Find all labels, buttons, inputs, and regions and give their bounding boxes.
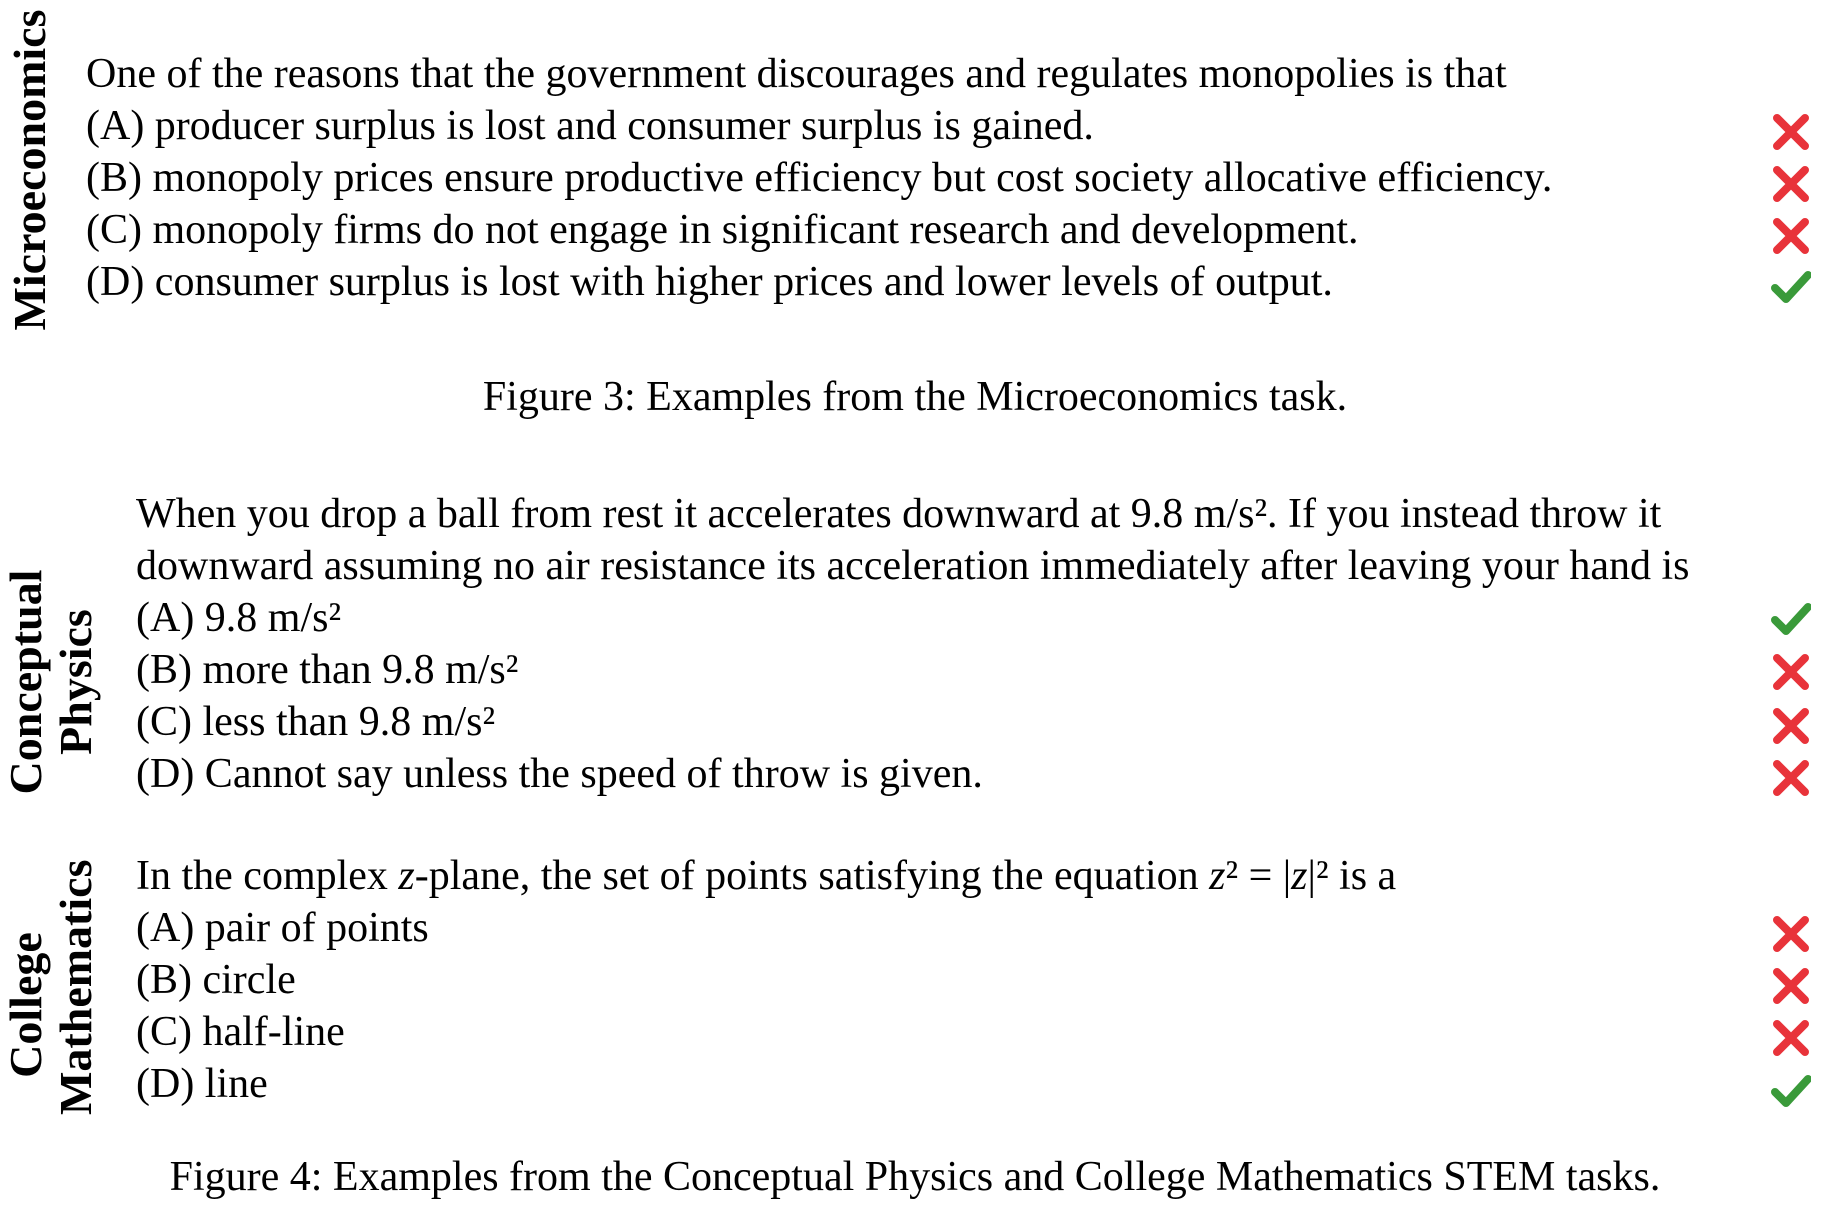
college-mathematics-label-line1: College bbox=[0, 932, 51, 1078]
cross-icon bbox=[1771, 706, 1811, 746]
cross-icon bbox=[1771, 164, 1811, 204]
microeconomics-question-stem: One of the reasons that the government discourages and regulates monopolies is that bbox=[86, 51, 1507, 97]
college-mathematics-label bbox=[0, 859, 101, 1115]
conceptual-physics-question bbox=[136, 488, 1690, 800]
figure-3-caption: Figure 3: Examples from the Microeconomics task. bbox=[482, 374, 1348, 420]
college-mathematics-question bbox=[136, 850, 1396, 1110]
question-text-part: ² = | bbox=[1225, 853, 1292, 899]
college-mathematics-question-stem bbox=[136, 850, 1396, 902]
check-icon bbox=[1771, 598, 1811, 638]
microeconomics-option-d: (D) consumer surplus is lost with higher prices and lower levels of output. bbox=[86, 259, 1333, 305]
figure-4-caption: Figure 4: Examples from the Conceptual Physics and College Mathematics STEM tasks. bbox=[169, 1154, 1661, 1200]
question-text-part: -plane, the set of points satisfying the equation bbox=[414, 853, 1210, 899]
cross-icon bbox=[1771, 914, 1811, 954]
conceptual-physics-option-a: (A) 9.8 m/s² bbox=[136, 595, 342, 641]
variable-z: z bbox=[398, 853, 415, 899]
microeconomics-label bbox=[5, 5, 55, 335]
question-text-part: |² is a bbox=[1307, 853, 1397, 899]
conceptual-physics-question-line2: downward assuming no air resistance its acceleration immediately after leaving your hand is bbox=[136, 543, 1690, 589]
cross-icon bbox=[1771, 216, 1811, 256]
college-mathematics-option-b: (B) circle bbox=[136, 957, 296, 1003]
check-icon bbox=[1771, 266, 1811, 306]
microeconomics-question bbox=[86, 48, 1552, 308]
microeconomics-option-b: (B) monopoly prices ensure productive efficiency but cost society allocative efficiency. bbox=[86, 155, 1553, 201]
college-mathematics-label-line2: Mathematics bbox=[50, 859, 101, 1115]
cross-icon bbox=[1771, 652, 1811, 692]
variable-z: z bbox=[1209, 853, 1226, 899]
microeconomics-option-a: (A) producer surplus is lost and consumer surplus is gained. bbox=[86, 103, 1094, 149]
cross-icon bbox=[1771, 966, 1811, 1006]
cross-icon bbox=[1771, 1018, 1811, 1058]
conceptual-physics-option-d: (D) Cannot say unless the speed of throw is given. bbox=[136, 751, 983, 797]
conceptual-physics-question-line1: When you drop a ball from rest it accelerates downward at 9.8 m/s². If you instead throw it bbox=[136, 491, 1662, 537]
question-text-part: In the complex bbox=[136, 853, 399, 899]
conceptual-physics-option-b: (B) more than 9.8 m/s² bbox=[136, 647, 519, 693]
conceptual-physics-label-line2: Physics bbox=[50, 609, 101, 755]
college-mathematics-option-d: (D) line bbox=[136, 1061, 268, 1107]
conceptual-physics-option-c: (C) less than 9.8 m/s² bbox=[136, 699, 496, 745]
check-icon bbox=[1771, 1070, 1811, 1110]
college-mathematics-option-c: (C) half-line bbox=[136, 1009, 345, 1055]
college-mathematics-option-a: (A) pair of points bbox=[136, 905, 429, 951]
cross-icon bbox=[1771, 112, 1811, 152]
variable-z: z bbox=[1291, 853, 1308, 899]
cross-icon bbox=[1771, 758, 1811, 798]
microeconomics-option-c: (C) monopoly firms do not engage in significant research and development. bbox=[86, 207, 1359, 253]
conceptual-physics-label-line1: Conceptual bbox=[0, 569, 51, 795]
conceptual-physics-label bbox=[1, 552, 101, 812]
microeconomics-label-text: Microeconomics bbox=[4, 9, 55, 331]
